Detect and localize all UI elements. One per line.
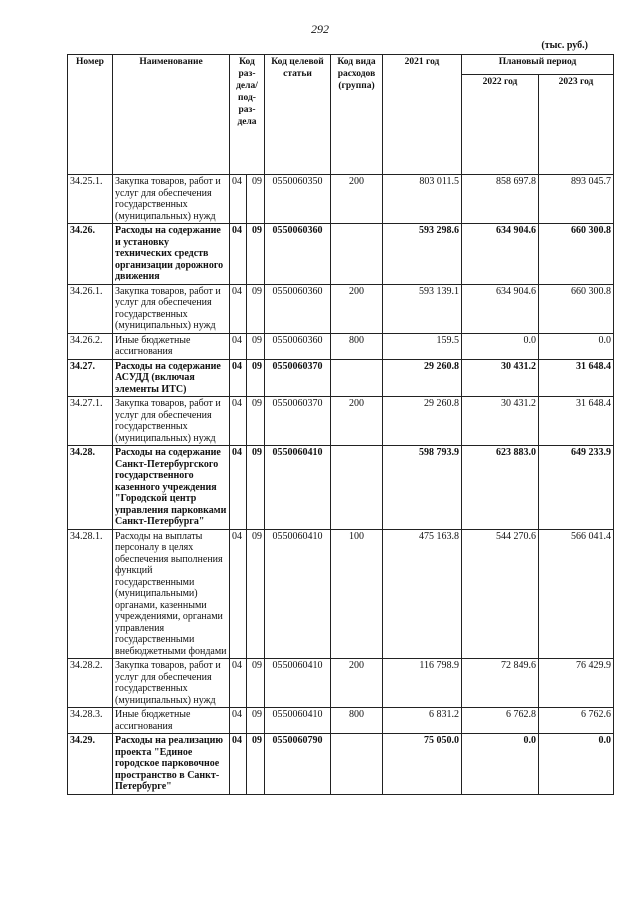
row-target: 0550060350 [265, 175, 331, 224]
row-2022: 6 762.8 [462, 708, 539, 734]
row-subsection: 09 [247, 397, 265, 446]
row-section: 04 [230, 708, 247, 734]
row-2022: 544 270.6 [462, 529, 539, 659]
header-section: Код раз-дела/ под-раз-дела [230, 55, 265, 175]
row-subsection: 09 [247, 659, 265, 708]
row-number: 34.25.1. [68, 175, 113, 224]
row-number: 34.28.3. [68, 708, 113, 734]
row-2021: 6 831.2 [383, 708, 462, 734]
row-2023: 566 041.4 [539, 529, 614, 659]
row-section: 04 [230, 529, 247, 659]
row-number: 34.27. [68, 359, 113, 397]
row-name: Закупка товаров, работ и услуг для обеспечения государственных (муниципальных) нужд [113, 659, 230, 708]
header-number: Номер [68, 55, 113, 175]
row-2022: 0.0 [462, 734, 539, 795]
row-target: 0550060410 [265, 659, 331, 708]
row-section: 04 [230, 333, 247, 359]
table-row [68, 734, 614, 795]
table-row [68, 446, 614, 530]
header-2023: 2023 год [539, 75, 614, 175]
row-subsection: 09 [247, 529, 265, 659]
row-2022: 634 904.6 [462, 284, 539, 333]
row-2023: 0.0 [539, 734, 614, 795]
row-2023: 893 045.7 [539, 175, 614, 224]
row-2022: 72 849.6 [462, 659, 539, 708]
row-expense-type [331, 359, 383, 397]
row-2022: 0.0 [462, 333, 539, 359]
row-expense-type [331, 734, 383, 795]
row-section: 04 [230, 175, 247, 224]
row-2021: 116 798.9 [383, 659, 462, 708]
row-2023: 6 762.6 [539, 708, 614, 734]
row-2021: 593 139.1 [383, 284, 462, 333]
row-section: 04 [230, 659, 247, 708]
row-number: 34.26. [68, 224, 113, 285]
row-2022: 30 431.2 [462, 397, 539, 446]
table-row [68, 659, 614, 708]
table-row [68, 529, 614, 659]
table-row [68, 284, 614, 333]
header-2021: 2021 год [383, 55, 462, 175]
row-2021: 29 260.8 [383, 359, 462, 397]
row-2022: 623 883.0 [462, 446, 539, 530]
row-2021: 803 011.5 [383, 175, 462, 224]
row-subsection: 09 [247, 333, 265, 359]
row-section: 04 [230, 446, 247, 530]
row-2023: 31 648.4 [539, 359, 614, 397]
row-expense-type [331, 224, 383, 285]
row-subsection: 09 [247, 446, 265, 530]
row-2022: 858 697.8 [462, 175, 539, 224]
row-expense-type [331, 446, 383, 530]
row-expense-type: 200 [331, 284, 383, 333]
row-2021: 159.5 [383, 333, 462, 359]
row-name: Расходы на содержание АСУДД (включая элементы ИТС) [113, 359, 230, 397]
row-number: 34.26.2. [68, 333, 113, 359]
row-section: 04 [230, 397, 247, 446]
row-target: 0550060410 [265, 446, 331, 530]
row-target: 0550060370 [265, 359, 331, 397]
row-2023: 660 300.8 [539, 224, 614, 285]
row-name: Закупка товаров, работ и услуг для обеспечения государственных (муниципальных) нужд [113, 175, 230, 224]
table-row [68, 175, 614, 224]
row-section: 04 [230, 284, 247, 333]
table-body [68, 175, 614, 795]
row-expense-type: 800 [331, 333, 383, 359]
row-target: 0550060370 [265, 397, 331, 446]
row-subsection: 09 [247, 359, 265, 397]
table-row [68, 333, 614, 359]
row-target: 0550060410 [265, 529, 331, 659]
row-target: 0550060360 [265, 224, 331, 285]
row-target: 0550060360 [265, 333, 331, 359]
row-2022: 634 904.6 [462, 224, 539, 285]
header-expense-type: Код вида расходов (группа) [331, 55, 383, 175]
row-number: 34.28.2. [68, 659, 113, 708]
header-plan-period: Плановый период [462, 55, 614, 75]
row-number: 34.28.1. [68, 529, 113, 659]
row-name: Расходы на выплаты персоналу в целях обеспечения выполнения функций государственными (муниципальными) органами, казенными учреждениями, органами управления государственными внебюджетными фондами [113, 529, 230, 659]
row-subsection: 09 [247, 284, 265, 333]
row-expense-type: 200 [331, 175, 383, 224]
row-number: 34.27.1. [68, 397, 113, 446]
header-row [68, 55, 614, 75]
row-name: Закупка товаров, работ и услуг для обеспечения государственных (муниципальных) нужд [113, 397, 230, 446]
header-2022: 2022 год [462, 75, 539, 175]
row-2021: 75 050.0 [383, 734, 462, 795]
table-row [68, 359, 614, 397]
row-name: Расходы на содержание и установку технических средств организации дорожного движения [113, 224, 230, 285]
row-2023: 31 648.4 [539, 397, 614, 446]
row-name: Закупка товаров, работ и услуг для обеспечения государственных (муниципальных) нужд [113, 284, 230, 333]
row-number: 34.26.1. [68, 284, 113, 333]
page-number: 292 [311, 22, 329, 36]
row-2023: 649 233.9 [539, 446, 614, 530]
row-2021: 475 163.8 [383, 529, 462, 659]
row-target: 0550060360 [265, 284, 331, 333]
row-subsection: 09 [247, 175, 265, 224]
row-expense-type: 100 [331, 529, 383, 659]
row-name: Расходы на реализацию проекта "Единое городское парковочное пространство в Санкт-Петербурге" [113, 734, 230, 795]
row-subsection: 09 [247, 708, 265, 734]
row-2023: 660 300.8 [539, 284, 614, 333]
row-2022: 30 431.2 [462, 359, 539, 397]
row-target: 0550060410 [265, 708, 331, 734]
row-expense-type: 800 [331, 708, 383, 734]
header-target: Код целевой статьи [265, 55, 331, 175]
row-section: 04 [230, 359, 247, 397]
row-number: 34.28. [68, 446, 113, 530]
table-row [68, 224, 614, 285]
budget-table [67, 54, 614, 795]
row-2021: 593 298.6 [383, 224, 462, 285]
row-subsection: 09 [247, 224, 265, 285]
row-2023: 0.0 [539, 333, 614, 359]
table-row [68, 708, 614, 734]
row-2021: 29 260.8 [383, 397, 462, 446]
row-name: Расходы на содержание Санкт-Петербургского государственного казенного учреждения "Городской центр управления парковками Санкт-Петербурга" [113, 446, 230, 530]
row-2021: 598 793.9 [383, 446, 462, 530]
row-2023: 76 429.9 [539, 659, 614, 708]
row-target: 0550060790 [265, 734, 331, 795]
header-name: Наименование [113, 55, 230, 175]
row-expense-type: 200 [331, 659, 383, 708]
row-name: Иные бюджетные ассигнования [113, 708, 230, 734]
row-subsection: 09 [247, 734, 265, 795]
row-expense-type: 200 [331, 397, 383, 446]
row-number: 34.29. [68, 734, 113, 795]
table-row [68, 397, 614, 446]
row-name: Иные бюджетные ассигнования [113, 333, 230, 359]
row-section: 04 [230, 224, 247, 285]
row-section: 04 [230, 734, 247, 795]
units-label: (тыс. руб.) [541, 40, 588, 51]
